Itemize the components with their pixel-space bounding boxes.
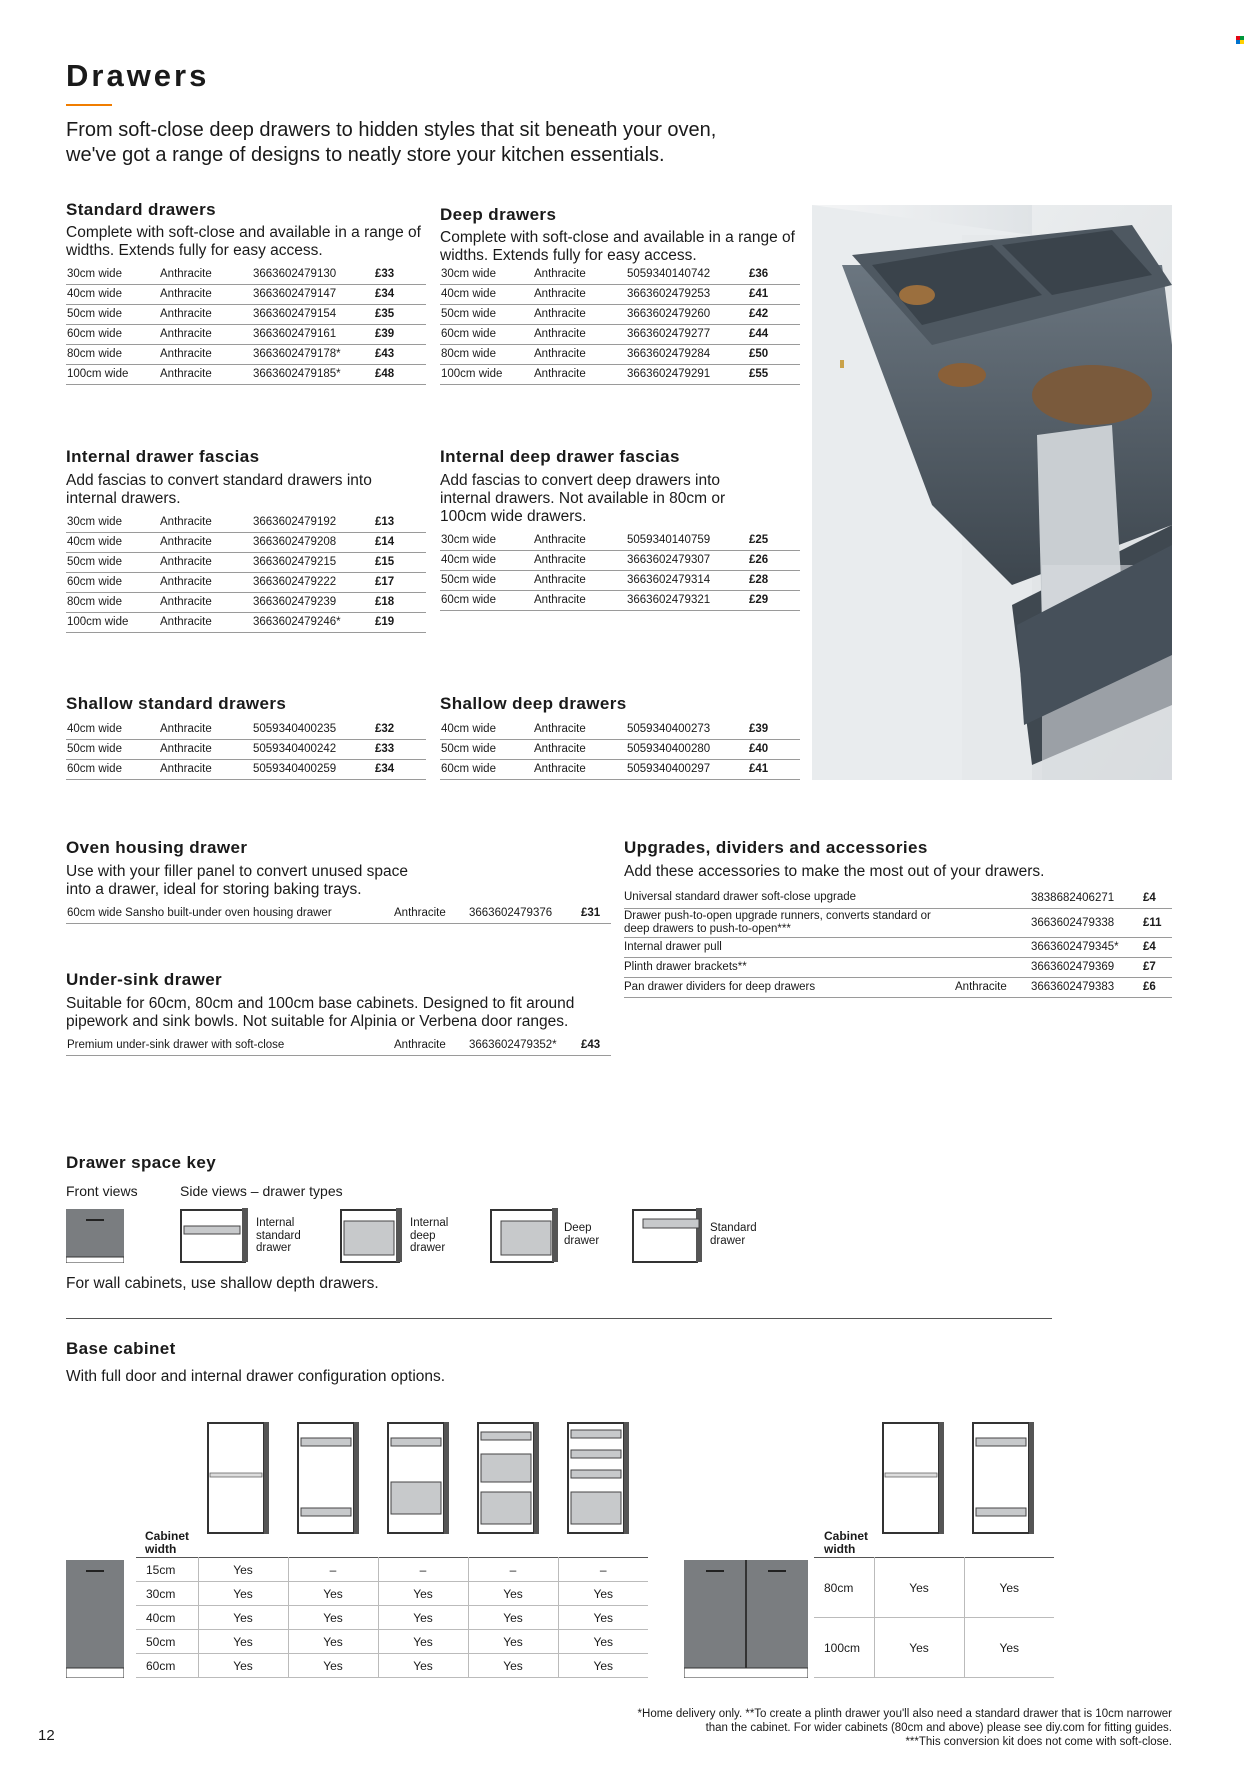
config-availability: Yes xyxy=(378,1582,468,1606)
config-availability: Yes xyxy=(964,1618,1054,1678)
table-row xyxy=(440,344,800,364)
product-desc: 30cm wide xyxy=(440,264,533,284)
product-colour xyxy=(954,888,1030,908)
table-row xyxy=(814,1618,1054,1678)
product-price: £31 xyxy=(580,903,611,923)
product-desc: 60cm wide xyxy=(66,572,159,592)
standard-drawer-icon xyxy=(632,1207,704,1263)
divider xyxy=(66,1318,1052,1319)
product-code: 5059340140759 xyxy=(626,530,748,550)
table-row xyxy=(440,364,800,384)
product-colour xyxy=(954,937,1030,957)
product-table xyxy=(66,512,426,633)
product-colour: Anthracite xyxy=(159,552,252,572)
product-desc: Internal drawer pull xyxy=(624,937,954,957)
table-row xyxy=(440,590,800,610)
product-table xyxy=(440,530,800,611)
config-availability: Yes xyxy=(198,1606,288,1630)
config-deep-deep xyxy=(478,1422,539,1534)
single-cabinet-front-icon xyxy=(66,1560,124,1678)
product-price: £25 xyxy=(748,530,800,550)
table-row xyxy=(66,324,426,344)
config-availability: Yes xyxy=(468,1654,558,1678)
config-availability: Yes xyxy=(874,1618,964,1678)
product-table xyxy=(440,264,800,385)
config-availability: Yes xyxy=(288,1630,378,1654)
product-colour: Anthracite xyxy=(533,324,626,344)
section-desc: Complete with soft-close and available in a range of widths. Extends fully for easy access. xyxy=(440,229,795,264)
config-full-door xyxy=(208,1422,269,1534)
cabinet-width: 30cm xyxy=(136,1582,198,1606)
config-four-drawers xyxy=(568,1422,629,1534)
section-desc: Add fascias to convert deep drawers into internal drawers. Not available in 80cm or 100cm wide drawers. xyxy=(440,472,726,525)
front-views-label: Front views xyxy=(66,1183,138,1199)
product-colour: Anthracite xyxy=(393,903,468,923)
product-desc: Universal standard drawer soft-close upgrade xyxy=(624,888,954,908)
product-desc: 50cm wide xyxy=(66,739,159,759)
product-price: £32 xyxy=(374,719,426,739)
product-table xyxy=(624,888,1172,998)
table-row xyxy=(66,759,426,779)
footnote-2: than the cabinet. For wider cabinets (80cm and above) please see diy.com for fitting guides. xyxy=(705,1722,1172,1734)
product-colour: Anthracite xyxy=(159,719,252,739)
internal-fascias-section xyxy=(66,447,426,633)
product-code: 3838682406271 xyxy=(1030,888,1142,908)
product-price: £41 xyxy=(748,284,800,304)
product-table xyxy=(66,1035,611,1056)
page-title: Drawers xyxy=(66,58,210,93)
product-desc: Pan drawer dividers for deep drawers xyxy=(624,977,954,997)
product-desc: 100cm wide xyxy=(440,364,533,384)
product-colour: Anthracite xyxy=(533,284,626,304)
table-row xyxy=(440,284,800,304)
cabinet-width: 80cm xyxy=(814,1558,874,1618)
config-availability: – xyxy=(288,1558,378,1582)
internal-deep-label: Internal deep drawer xyxy=(410,1217,449,1254)
under-sink-section xyxy=(66,970,611,1056)
config-availability: Yes xyxy=(288,1654,378,1678)
product-colour: Anthracite xyxy=(533,344,626,364)
table-row xyxy=(66,1035,611,1055)
product-code: 5059340140742 xyxy=(626,264,748,284)
product-code: 5059340400259 xyxy=(252,759,374,779)
product-desc: Premium under-sink drawer with soft-close xyxy=(66,1035,393,1055)
product-code: 3663602479222 xyxy=(252,572,374,592)
cabinet-width: 60cm xyxy=(136,1654,198,1678)
table-row xyxy=(66,612,426,632)
single-width-header: Cabinet width xyxy=(145,1529,190,1556)
section-title: Shallow deep drawers xyxy=(440,694,627,713)
product-desc: 40cm wide xyxy=(66,284,159,304)
product-desc: 50cm wide xyxy=(440,304,533,324)
product-code: 3663602479253 xyxy=(626,284,748,304)
section-title: Under-sink drawer xyxy=(66,970,223,989)
product-code: 3663602479277 xyxy=(626,324,748,344)
product-colour: Anthracite xyxy=(159,304,252,324)
config-availability: Yes xyxy=(558,1654,648,1678)
table-row xyxy=(66,264,426,284)
double-cabinet-front-icon xyxy=(684,1560,808,1678)
product-colour: Anthracite xyxy=(533,759,626,779)
product-desc: 100cm wide xyxy=(66,364,159,384)
product-desc: 60cm wide xyxy=(440,590,533,610)
product-code: 3663602479260 xyxy=(626,304,748,324)
product-colour: Anthracite xyxy=(159,264,252,284)
product-code: 3663602479130 xyxy=(252,264,374,284)
product-code: 3663602479239 xyxy=(252,592,374,612)
product-colour: Anthracite xyxy=(159,284,252,304)
product-price: £55 xyxy=(748,364,800,384)
table-row xyxy=(624,937,1172,957)
table-row xyxy=(66,532,426,552)
product-colour: Anthracite xyxy=(159,512,252,532)
table-row xyxy=(66,364,426,384)
product-colour xyxy=(954,908,1030,937)
config-availability: – xyxy=(468,1558,558,1582)
product-price: £34 xyxy=(374,759,426,779)
product-desc: 30cm wide xyxy=(66,264,159,284)
product-colour: Anthracite xyxy=(533,590,626,610)
product-price: £36 xyxy=(748,264,800,284)
product-price: £28 xyxy=(748,570,800,590)
product-code: 3663602479338 xyxy=(1030,908,1142,937)
table-row xyxy=(624,957,1172,977)
double-cabinet-configs xyxy=(880,1420,1040,1538)
standard-drawers-section xyxy=(66,200,426,385)
product-price: £19 xyxy=(374,612,426,632)
product-code: 3663602479284 xyxy=(626,344,748,364)
table-row xyxy=(624,977,1172,997)
cabinet-width: 100cm xyxy=(814,1618,874,1678)
product-desc: 40cm wide xyxy=(66,532,159,552)
table-row xyxy=(136,1582,648,1606)
product-code: 3663602479345* xyxy=(1030,937,1142,957)
product-desc: 50cm wide xyxy=(66,552,159,572)
product-price: £17 xyxy=(374,572,426,592)
double-cabinet-table xyxy=(814,1557,1054,1678)
product-code: 3663602479376 xyxy=(468,903,580,923)
product-code: 5059340400242 xyxy=(252,739,374,759)
product-price: £39 xyxy=(374,324,426,344)
product-price: £41 xyxy=(748,759,800,779)
config-availability: Yes xyxy=(378,1606,468,1630)
front-view-icon xyxy=(66,1209,124,1263)
table-row xyxy=(136,1630,648,1654)
table-row xyxy=(66,903,611,923)
product-code: 5059340400297 xyxy=(626,759,748,779)
config-availability: Yes xyxy=(874,1558,964,1618)
section-title: Standard drawers xyxy=(66,200,217,219)
product-price: £33 xyxy=(374,264,426,284)
product-colour: Anthracite xyxy=(533,719,626,739)
product-price: £18 xyxy=(374,592,426,612)
side-views-label: Side views – drawer types xyxy=(180,1183,343,1199)
product-desc: 80cm wide xyxy=(66,344,159,364)
product-colour: Anthracite xyxy=(159,612,252,632)
product-colour: Anthracite xyxy=(393,1035,468,1055)
product-price: £26 xyxy=(748,550,800,570)
drawer-photo xyxy=(812,205,1172,780)
base-cabinet-title: Base cabinet xyxy=(66,1339,176,1358)
table-row xyxy=(136,1606,648,1630)
product-price: £7 xyxy=(1142,957,1172,977)
table-row xyxy=(814,1558,1054,1618)
product-desc: 80cm wide xyxy=(440,344,533,364)
table-row xyxy=(440,759,800,779)
config-two-internal xyxy=(298,1422,359,1534)
product-desc: 30cm wide xyxy=(440,530,533,550)
internal-standard-label: Internal standard drawer xyxy=(256,1217,301,1254)
section-title: Upgrades, dividers and accessories xyxy=(624,838,928,857)
deep-drawers-section xyxy=(440,205,800,385)
product-colour: Anthracite xyxy=(159,364,252,384)
title-underline xyxy=(66,104,112,106)
section-desc: Use with your filler panel to convert unused space into a drawer, ideal for storing baking trays. xyxy=(66,863,409,898)
config-availability: Yes xyxy=(198,1654,288,1678)
shallow-standard-section xyxy=(66,694,426,780)
config-availability: – xyxy=(378,1558,468,1582)
footnotes xyxy=(400,1707,1172,1749)
oven-housing-section xyxy=(66,838,611,924)
product-code: 5059340400273 xyxy=(626,719,748,739)
table-row xyxy=(624,888,1172,908)
section-desc: Add these accessories to make the most out of your drawers. xyxy=(624,863,1045,880)
section-desc: Complete with soft-close and available in a range of widths. Extends fully for easy access. xyxy=(66,224,421,259)
table-row xyxy=(440,719,800,739)
table-row xyxy=(136,1654,648,1678)
product-desc: 50cm wide xyxy=(440,570,533,590)
section-title: Internal drawer fascias xyxy=(66,447,260,466)
product-price: £43 xyxy=(374,344,426,364)
product-price: £14 xyxy=(374,532,426,552)
deep-drawer-label: Deep drawer xyxy=(564,1222,600,1247)
section-title: Oven housing drawer xyxy=(66,838,248,857)
product-price: £11 xyxy=(1142,908,1172,937)
table-row xyxy=(440,264,800,284)
product-desc: 40cm wide xyxy=(66,719,159,739)
config-availability: Yes xyxy=(198,1558,288,1582)
product-desc: 50cm wide xyxy=(440,739,533,759)
footnote-3: ***This conversion kit does not come with soft-close. xyxy=(905,1736,1172,1748)
config-availability: Yes xyxy=(198,1630,288,1654)
product-table xyxy=(66,719,426,780)
cabinet-width: 50cm xyxy=(136,1630,198,1654)
section-title: Deep drawers xyxy=(440,205,557,224)
config-availability: – xyxy=(558,1558,648,1582)
product-colour xyxy=(954,957,1030,977)
product-colour: Anthracite xyxy=(533,550,626,570)
product-price: £43 xyxy=(580,1035,611,1055)
product-code: 3663602479314 xyxy=(626,570,748,590)
config-availability: Yes xyxy=(378,1654,468,1678)
product-price: £15 xyxy=(374,552,426,572)
product-desc: 40cm wide xyxy=(440,719,533,739)
product-desc: 60cm wide Sansho built-under oven housing drawer xyxy=(66,903,393,923)
table-row xyxy=(66,739,426,759)
product-desc: 40cm wide xyxy=(440,284,533,304)
product-code: 3663602479246* xyxy=(252,612,374,632)
config-availability: Yes xyxy=(288,1582,378,1606)
product-code: 5059340400235 xyxy=(252,719,374,739)
product-code: 3663602479192 xyxy=(252,512,374,532)
product-price: £33 xyxy=(374,739,426,759)
product-code: 3663602479352* xyxy=(468,1035,580,1055)
single-cabinet-table xyxy=(136,1557,648,1678)
config-availability: Yes xyxy=(468,1630,558,1654)
product-desc: Plinth drawer brackets** xyxy=(624,957,954,977)
product-desc: 60cm wide xyxy=(66,759,159,779)
table-row xyxy=(66,512,426,532)
product-colour: Anthracite xyxy=(954,977,1030,997)
product-price: £29 xyxy=(748,590,800,610)
internal-deep-drawer-icon xyxy=(340,1207,404,1263)
config-availability: Yes xyxy=(198,1582,288,1606)
internal-deep-fascias-section xyxy=(440,447,800,611)
internal-standard-drawer-icon xyxy=(180,1207,250,1263)
table-row xyxy=(66,719,426,739)
product-colour: Anthracite xyxy=(159,759,252,779)
table-row xyxy=(624,908,1172,937)
product-price: £13 xyxy=(374,512,426,532)
product-colour: Anthracite xyxy=(533,570,626,590)
base-cabinet-desc: With full door and internal drawer configuration options. xyxy=(66,1368,446,1385)
table-row xyxy=(66,552,426,572)
product-colour: Anthracite xyxy=(159,532,252,552)
footnote-1: *Home delivery only. **To create a plinth drawer you'll also need a standard drawer that is 10cm narrower xyxy=(637,1708,1172,1720)
product-price: £34 xyxy=(374,284,426,304)
table-row xyxy=(66,344,426,364)
config-availability: Yes xyxy=(558,1582,648,1606)
product-colour: Anthracite xyxy=(159,344,252,364)
product-desc: 30cm wide xyxy=(66,512,159,532)
cabinet-width: 40cm xyxy=(136,1606,198,1630)
product-code: 3663602479154 xyxy=(252,304,374,324)
product-price: £35 xyxy=(374,304,426,324)
double-width-header: Cabinet width xyxy=(824,1529,869,1556)
section-title: Internal deep drawer fascias xyxy=(440,447,680,466)
section-title: Shallow standard drawers xyxy=(66,694,287,713)
table-row xyxy=(440,304,800,324)
product-code: 3663602479307 xyxy=(626,550,748,570)
product-price: £4 xyxy=(1142,937,1172,957)
product-price: £6 xyxy=(1142,977,1172,997)
product-colour: Anthracite xyxy=(159,592,252,612)
section-desc: Suitable for 60cm, 80cm and 100cm base cabinets. Designed to fit around pipework and sink bowls. Not suitable for Alpinia or Verbena door ranges. xyxy=(66,995,575,1030)
section-desc: Add fascias to convert standard drawers into internal drawers. xyxy=(66,472,372,507)
product-code: 3663602479147 xyxy=(252,284,374,304)
product-desc: 60cm wide xyxy=(440,759,533,779)
table-row xyxy=(66,304,426,324)
standard-drawer-label: Standard drawer xyxy=(710,1222,757,1247)
deep-drawer-icon xyxy=(490,1207,560,1263)
config-availability: Yes xyxy=(288,1606,378,1630)
config-availability: Yes xyxy=(558,1606,648,1630)
table-row xyxy=(66,284,426,304)
product-colour: Anthracite xyxy=(533,530,626,550)
product-price: £44 xyxy=(748,324,800,344)
product-code: 3663602479161 xyxy=(252,324,374,344)
table-row xyxy=(440,739,800,759)
brand-logo-icon xyxy=(1236,36,1244,44)
single-cabinet-configs xyxy=(205,1420,645,1538)
product-colour: Anthracite xyxy=(159,324,252,344)
table-row xyxy=(440,530,800,550)
product-code: 5059340400280 xyxy=(626,739,748,759)
product-price: £4 xyxy=(1142,888,1172,908)
product-desc: Drawer push-to-open upgrade runners, converts standard or deep drawers to push-to-open*** xyxy=(624,908,954,937)
product-colour: Anthracite xyxy=(159,572,252,592)
config-standard-deep xyxy=(388,1422,449,1534)
table-row xyxy=(440,570,800,590)
config-availability: Yes xyxy=(468,1582,558,1606)
cabinet-width: 15cm xyxy=(136,1558,198,1582)
product-code: 3663602479208 xyxy=(252,532,374,552)
product-desc: 60cm wide xyxy=(440,324,533,344)
product-code: 3663602479185* xyxy=(252,364,374,384)
product-code: 3663602479215 xyxy=(252,552,374,572)
page-intro: From soft-close deep drawers to hidden styles that sit beneath your oven, we've got a range of designs to neatly store your kitchen essentials. xyxy=(66,119,717,166)
product-colour: Anthracite xyxy=(533,264,626,284)
product-code: 3663602479383 xyxy=(1030,977,1142,997)
product-price: £50 xyxy=(748,344,800,364)
product-code: 3663602479178* xyxy=(252,344,374,364)
table-row xyxy=(66,572,426,592)
product-colour: Anthracite xyxy=(159,739,252,759)
product-price: £42 xyxy=(748,304,800,324)
product-table xyxy=(66,903,611,924)
config-availability: Yes xyxy=(378,1630,468,1654)
shallow-deep-section xyxy=(440,694,800,780)
product-code: 3663602479369 xyxy=(1030,957,1142,977)
product-price: £48 xyxy=(374,364,426,384)
table-row xyxy=(440,550,800,570)
product-desc: 100cm wide xyxy=(66,612,159,632)
product-desc: 50cm wide xyxy=(66,304,159,324)
wall-cabinet-note: For wall cabinets, use shallow depth drawers. xyxy=(66,1275,379,1292)
product-desc: 80cm wide xyxy=(66,592,159,612)
upgrades-section xyxy=(624,838,1172,998)
product-colour: Anthracite xyxy=(533,364,626,384)
product-colour: Anthracite xyxy=(533,739,626,759)
space-key-title: Drawer space key xyxy=(66,1153,217,1172)
product-code: 3663602479321 xyxy=(626,590,748,610)
product-desc: 60cm wide xyxy=(66,324,159,344)
table-row xyxy=(66,592,426,612)
product-price: £40 xyxy=(748,739,800,759)
product-table xyxy=(440,719,800,780)
product-price: £39 xyxy=(748,719,800,739)
table-row xyxy=(440,324,800,344)
product-desc: 40cm wide xyxy=(440,550,533,570)
config-availability: Yes xyxy=(558,1630,648,1654)
page-number: 12 xyxy=(38,1727,55,1744)
product-code: 3663602479291 xyxy=(626,364,748,384)
config-availability: Yes xyxy=(964,1558,1054,1618)
product-colour: Anthracite xyxy=(533,304,626,324)
config-availability: Yes xyxy=(468,1606,558,1630)
product-table xyxy=(66,264,426,385)
table-row xyxy=(136,1558,648,1582)
